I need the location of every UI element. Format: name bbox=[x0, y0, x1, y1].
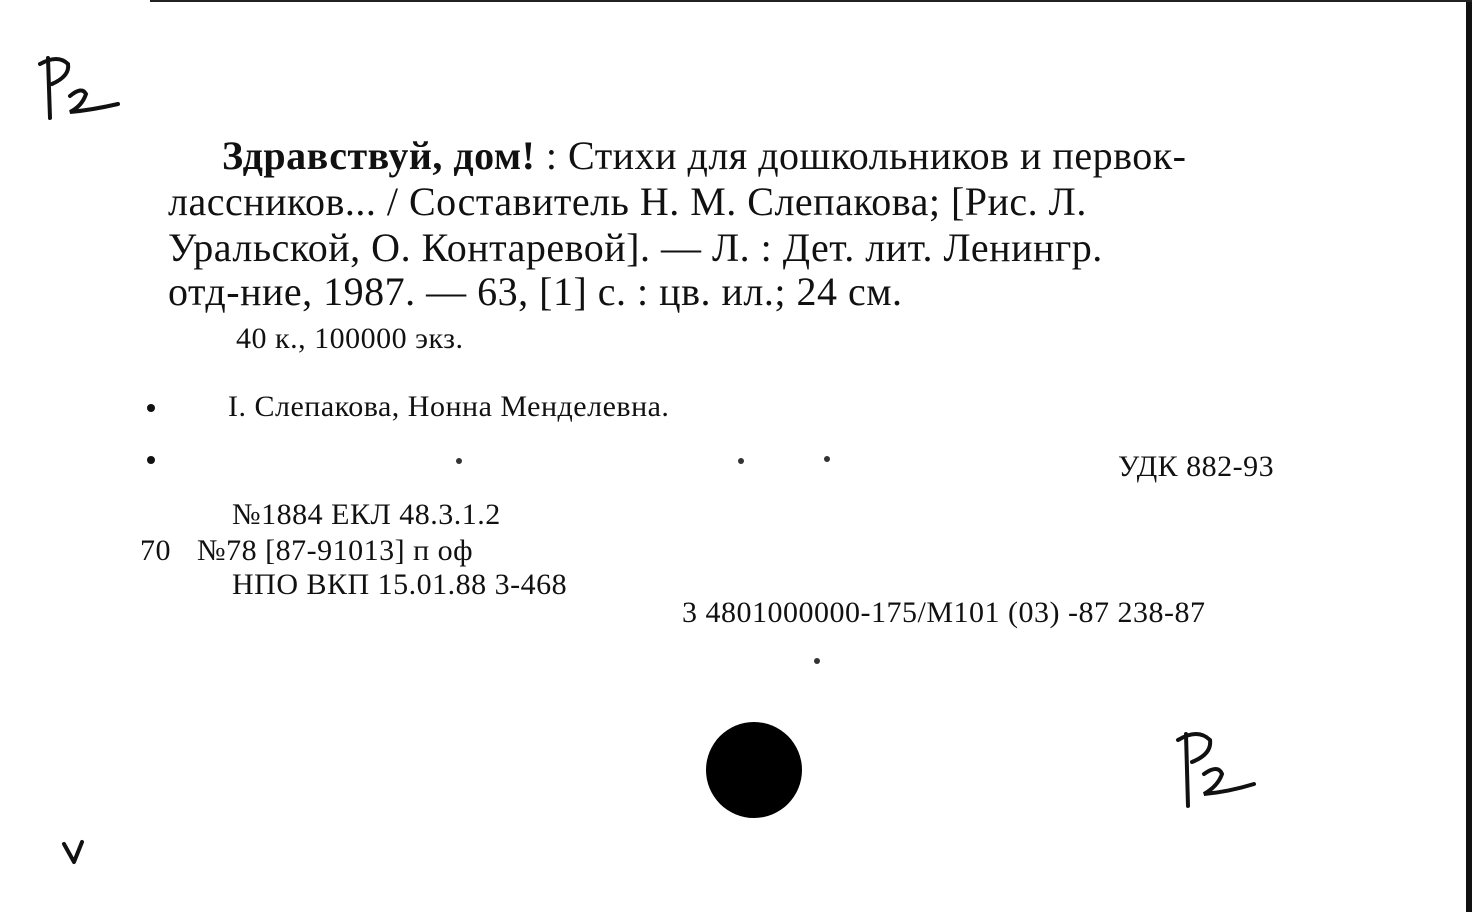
book-title: Здравствуй, дом! bbox=[222, 133, 536, 178]
record-line-1: №1884 ЕКЛ 48.3.1.2 bbox=[232, 498, 501, 531]
record-line-2 bbox=[140, 536, 473, 566]
catalog-code: 3 4801000000-175/М101 (03) -87 238-87 bbox=[682, 596, 1206, 629]
card-edge-right bbox=[1466, 0, 1472, 912]
udc-code: УДК 882-93 bbox=[1118, 450, 1275, 483]
ink-speck bbox=[738, 458, 744, 464]
price-and-print-run: 40 к., 100000 экз. bbox=[236, 322, 464, 355]
ink-speck bbox=[814, 658, 820, 664]
bullet-mark bbox=[147, 404, 155, 412]
record-number: №78 [87-91013] п оф bbox=[197, 534, 474, 567]
ink-speck bbox=[824, 456, 830, 462]
ink-speck bbox=[456, 458, 462, 464]
record-line-3: НПО ВКП 15.01.88 3-468 bbox=[232, 568, 568, 601]
record-prefix: 70 bbox=[140, 534, 171, 567]
added-entry: I. Слепакова, Нонна Менделевна. bbox=[228, 390, 670, 423]
handwritten-mark-bottom bbox=[1170, 724, 1260, 814]
description-line-3: Уральской, О. Контаревой]. — Л. : Дет. лит. Ленингр. bbox=[168, 225, 1103, 270]
handwritten-check-mark bbox=[60, 838, 90, 868]
title-line bbox=[222, 133, 1187, 178]
card-edge-top bbox=[150, 0, 1472, 2]
handwritten-mark-top bbox=[30, 50, 125, 125]
description-line-2: лассников... / Составитель Н. М. Слепакова; [Рис. Л. bbox=[168, 179, 1087, 224]
title-line-rest: : Стихи для дошкольников и первок- bbox=[545, 133, 1187, 178]
description-line-4: отд-ние, 1987. — 63, [1] с. : цв. ил.; 24 см. bbox=[168, 269, 903, 314]
punch-hole bbox=[706, 722, 802, 818]
bullet-mark bbox=[147, 456, 155, 464]
